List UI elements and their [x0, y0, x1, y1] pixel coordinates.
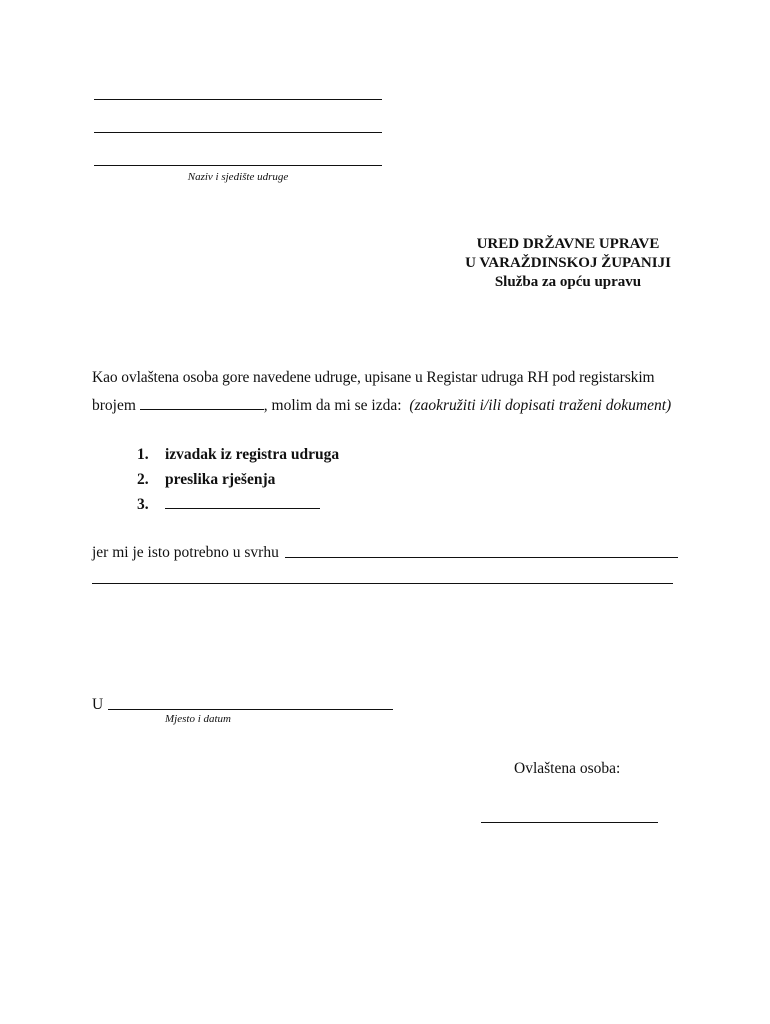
org-caption: Naziv i sjedište udruge [187, 171, 289, 183]
recipient-line-1: URED DRŽAVNE UPRAVE [476, 236, 660, 252]
list-item-label: izvadak iz registra udruga [165, 446, 340, 463]
request-note: (zaokružiti i/ili dopisati traženi dokument) [409, 397, 672, 414]
list-item[interactable] [137, 446, 339, 464]
org-name-line-3[interactable] [94, 165, 382, 166]
registry-number-field[interactable] [140, 397, 264, 410]
other-document-field[interactable] [165, 496, 320, 509]
place-date-caption: Mjesto i datum [165, 713, 231, 725]
place-date-field[interactable] [108, 709, 393, 710]
list-item-label: preslika rješenja [165, 471, 276, 488]
signature-field[interactable] [481, 822, 658, 823]
list-item-number: 2. [137, 471, 149, 488]
org-name-line-1[interactable] [94, 99, 382, 100]
purpose-field-line-2[interactable] [92, 583, 673, 584]
list-item[interactable] [137, 496, 320, 514]
list-item-number: 3. [137, 496, 149, 513]
list-item[interactable] [137, 471, 275, 489]
org-name-line-2[interactable] [94, 132, 382, 133]
recipient-line-2: U VARAŽDINSKOJ ŽUPANIJI [465, 255, 671, 271]
purpose-label: jer mi je isto potrebno u svrhu [92, 544, 279, 561]
list-item-number: 1. [137, 446, 149, 463]
recipient-block [430, 235, 706, 292]
request-line-2-mid: , molim da mi se izda: [263, 397, 402, 414]
request-line-2 [92, 397, 692, 414]
recipient-line-3: Služba za opću upravu [494, 274, 642, 290]
place-date-prefix: U [92, 696, 104, 713]
request-line-1: Kao ovlaštena osoba gore navedene udruge, upisane u Registar udruga RH pod registarskim [92, 369, 655, 386]
purpose-field-line-1[interactable] [285, 557, 678, 558]
signature-label: Ovlaštena osoba: [514, 760, 621, 777]
request-line-2-start: brojem [92, 397, 136, 414]
